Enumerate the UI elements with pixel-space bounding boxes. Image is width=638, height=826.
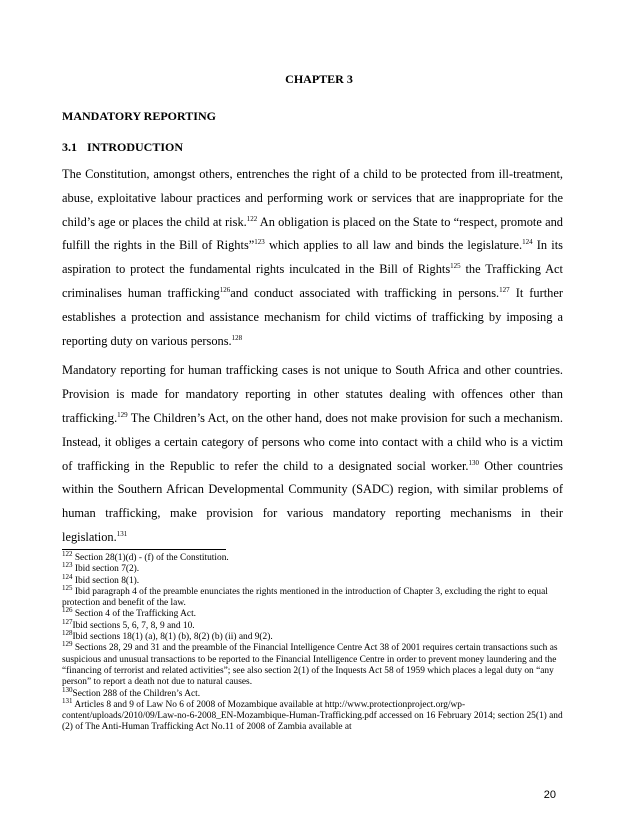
- section-heading: MANDATORY REPORTING: [62, 109, 216, 123]
- footnote: [62, 617, 563, 632]
- footnote-number: 124: [62, 572, 73, 581]
- paragraph-text: the Trafficking Act criminalises human trafficking: [62, 262, 564, 300]
- paragraph: [62, 163, 563, 353]
- footnote-reference[interactable]: 128: [231, 333, 243, 342]
- footnote-reference[interactable]: 126: [219, 285, 231, 294]
- footnote-separator: [62, 549, 226, 550]
- footnote-text: Articles 8 and 9 of Law No 6 of 2008 of Mozambique available at http://www.protectionproject.org/wp-content/uploads/2010/09/Law-no-6-2008_EN-Mozambique-Human-Trafficking.pdf accessed on 16 February 2014; section 25(1) and (2) of The Anti-Human Trafficking Act No.11 of 2008 of Zambia available at: [62, 699, 563, 733]
- footnote-text: Ibid paragraph 4 of the preamble enunciates the rights mentioned in the introduction of Chapter 3, excluding the right to equal protection and benefit of the law.: [62, 586, 548, 609]
- footnotes: [62, 549, 563, 734]
- footnote-number: 131: [62, 696, 73, 705]
- footnote: [62, 583, 563, 610]
- footnote-reference[interactable]: 127: [499, 285, 510, 294]
- paragraph-text: It further establishes a protection and assistance mechanism for child victims of trafficking by imposing a reporting duty on various persons.: [62, 285, 564, 348]
- footnote: [62, 640, 563, 688]
- footnote-text: Sections 28, 29 and 31 and the preamble of the Financial Intelligence Centre Act 38 of 2001 requires certain transactions such as suspicious and unusual transactions to be reported to the Financial Intelligence Centre in order to prevent money laundering and the “financing of terrorist and related activities”; see also section 2(1) of the Inquests Act 58 of 1959 which places a legal duty on “any person” to report a death not due to natural causes.: [62, 643, 558, 688]
- paragraph-text: Other countries within the Southern African Developmental Community (SADC) region, with similar problems of human trafficking, make provision for various mandatory reporting mechanisms in their legislation.: [62, 458, 563, 544]
- footnote-reference[interactable]: 125: [450, 262, 461, 271]
- footnote-text: Ibid section 7(2).: [72, 564, 140, 575]
- footnote-reference[interactable]: 129: [117, 410, 128, 419]
- footnote-number: 122: [62, 549, 73, 558]
- footnote-text: Section 4 of the Trafficking Act.: [72, 609, 197, 620]
- footnote: [62, 572, 563, 587]
- footnote-number: 123: [62, 561, 73, 570]
- paragraph-text: The Constitution, amongst others, entrenches the right of a child to be protected from ill-treatment, abuse, exploitative labour practices and performing work or services that are inappropriate for the child’s age or places the child at risk.: [62, 167, 563, 229]
- footnote: [62, 696, 563, 734]
- footnote-number: 127: [62, 617, 73, 626]
- paragraph-text: In its aspiration to protect the fundamental rights inculcated in the Bill of Rights: [62, 238, 563, 277]
- footnote-number: 126: [62, 606, 73, 615]
- chapter-heading: CHAPTER 3: [285, 72, 353, 86]
- footnote-reference[interactable]: 124: [522, 238, 533, 247]
- footnote-number: 128: [62, 628, 73, 637]
- subsection-number: 3.1: [62, 140, 77, 154]
- paragraph-text: An obligation is placed on the State to “respect, promote and fulfill the rights in the Bill of Rights”: [62, 214, 563, 253]
- footnote-reference[interactable]: 130: [468, 458, 480, 467]
- footnote: [62, 561, 563, 575]
- footnote-text: Ibid sections 5, 6, 7, 8, 9 and 10.: [72, 620, 195, 631]
- footnote: [62, 549, 563, 564]
- footnote-text: Section 288 of the Children’s Act.: [72, 688, 201, 699]
- paragraph-text: Mandatory reporting for human trafficking cases is not unique to South Africa and other countries. Provision is made for mandatory reporting in other statutes dealing with offences other than trafficking.: [62, 363, 563, 425]
- footnote-number: 130: [62, 685, 73, 694]
- paragraph: [62, 359, 563, 549]
- paragraph-text: The Children’s Act, on the other hand, does not make provision for such a mechanism. Instead, it obliges a certain category of persons who come into contact with a child who is a victim of trafficking in the Republic to refer the child to a designated social worker.: [62, 410, 563, 473]
- subsection-heading: [62, 140, 183, 155]
- footnote-reference[interactable]: 123: [254, 238, 265, 247]
- page-number: 20: [543, 789, 556, 801]
- footnote-text: Section 28(1)(d) - (f) of the Constitution.: [72, 553, 229, 563]
- paragraph-text: which applies to all law and binds the legislature.: [264, 238, 523, 253]
- footnote-reference[interactable]: 131: [116, 529, 128, 538]
- footnote-text: Ibid section 8(1).: [72, 575, 140, 586]
- paragraph-text: and conduct associated with trafficking in persons.: [230, 285, 500, 300]
- footnote: [62, 606, 563, 620]
- footnote: [62, 685, 563, 700]
- footnote-number: 129: [62, 640, 73, 649]
- footnote-number: 125: [62, 583, 73, 592]
- body-text: [62, 163, 563, 556]
- footnote-text: Ibid sections 18(1) (a), 8(1) (b), 8(2) (b) (ii) and 9(2).: [72, 632, 273, 643]
- footnote: [62, 628, 563, 643]
- subsection-title: INTRODUCTION: [87, 140, 184, 154]
- footnote-reference[interactable]: 122: [246, 214, 258, 223]
